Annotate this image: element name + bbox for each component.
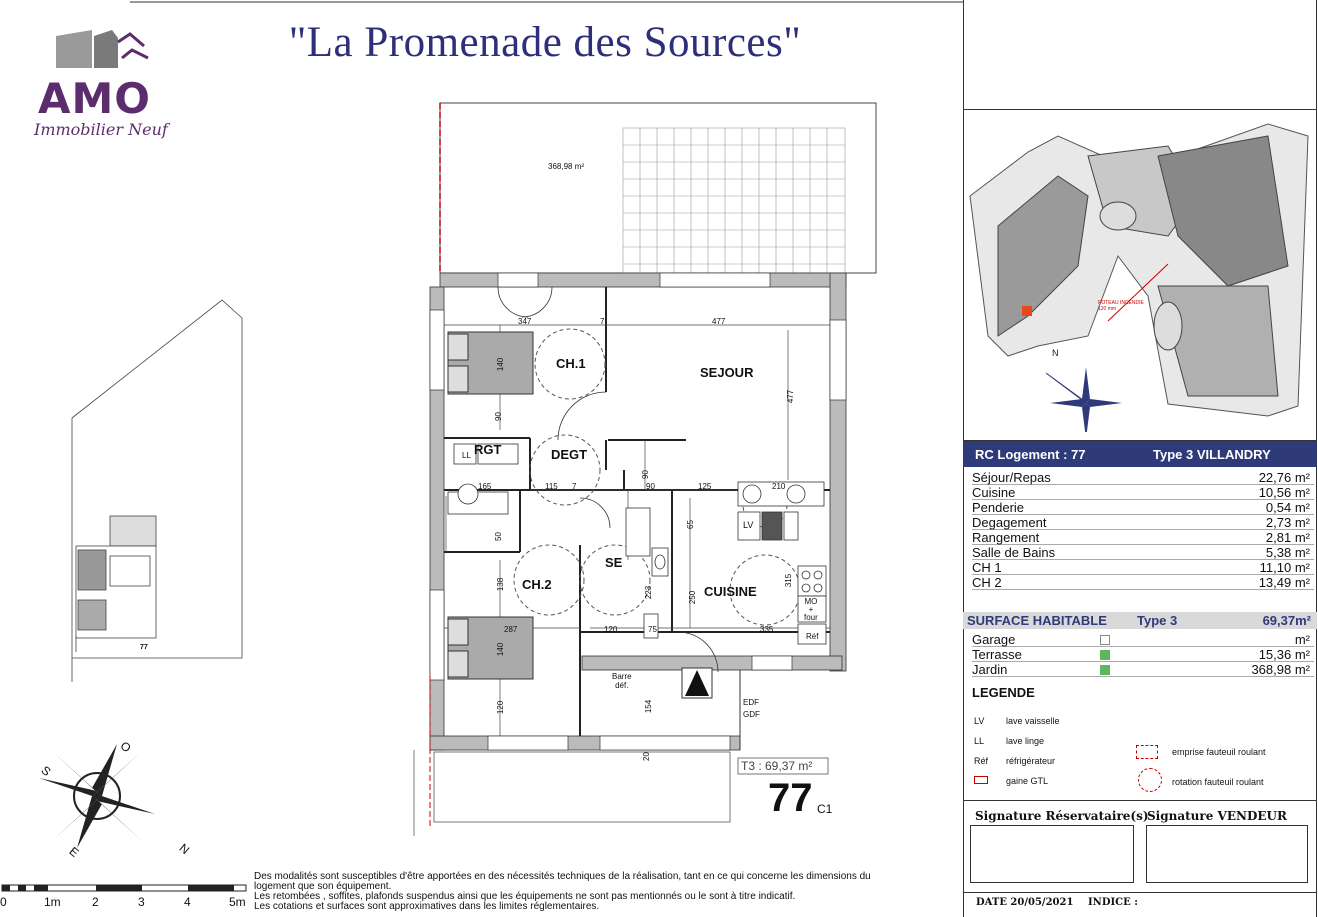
area-label: Rangement [972,530,1040,545]
signature-buyer-box[interactable] [970,825,1134,883]
room-se: SE [605,555,623,570]
scale-bar [2,885,246,891]
extra-value: m² [1294,632,1310,647]
scale-tick: 5m [229,895,246,909]
area-row [972,530,1314,545]
legend-wheelchair-rotation: rotation fauteuil roulant [1172,777,1264,787]
fixture-ll: LL [462,451,471,460]
fixture-gdf: GDF [743,710,760,719]
fixture-barre: Barre déf. [612,672,632,690]
surface-type: Type 3 [1137,613,1178,628]
compass-n: N [176,840,193,858]
disclaimer-line: Les cotations et surfaces sont approximatives dans les limites réglementaires. [254,901,600,912]
room-ch1: CH.1 [556,356,586,371]
area-value: 22,76 m² [1258,470,1310,485]
area-row [972,485,1314,500]
project-title: "La Promenade des Sources" [288,19,802,66]
terrace-swatch [1100,650,1110,660]
legend-text: gaine GTL [1006,776,1049,786]
thumbnail-lot: 77 [140,644,148,651]
fixture-edf: EDF [743,698,759,707]
site-plan [968,116,1314,432]
dim-120a: 120 [604,625,618,634]
dim-165: 165 [478,482,492,491]
lot-number: 77 [768,776,813,820]
area-row [972,500,1314,515]
wheelchair-rotation-icon [1138,768,1162,792]
area-value: 10,56 m² [1258,485,1310,500]
logo-tagline: Immobilier Neuf [34,120,168,139]
extra-label: Jardin [972,662,1008,677]
dim-50: 50 [493,532,503,541]
site-note: POTEAU INCENDIE 120 mm [1098,300,1144,312]
legend-item [974,756,1134,776]
area-value: 5,38 m² [1265,545,1310,560]
dim-90b: 90 [646,482,655,491]
legend-text: lave linge [1006,736,1045,746]
extra-row [972,662,1314,677]
dim-125: 125 [698,482,712,491]
scale-tick: 3 [138,895,145,909]
garden-area-label: 368,98 m² [548,162,585,171]
area-label: Salle de Bains [972,545,1056,560]
dim-223: 223 [644,585,654,600]
dim-75: 75 [648,625,657,634]
dim-120b: 120 [496,700,506,715]
scale-tick: 2 [92,895,99,909]
dim-347: 347 [518,317,532,326]
area-label: CH 2 [972,575,1002,590]
dim-140b: 140 [496,357,506,372]
wheelchair-circles [514,329,800,625]
compass-rose [39,744,155,848]
dim-140a: 140 [496,642,506,657]
signature-seller-label: Signature VENDEUR [1147,809,1287,823]
area-label: Cuisine [972,485,1016,500]
room-cuisine: CUISINE [704,584,757,599]
legend-text: réfrigérateur [1006,756,1056,766]
scale-tick: 1m [44,895,61,909]
area-row [972,575,1314,590]
bed-ch2 [448,617,533,679]
dim-477v: 477 [786,389,796,404]
area-label: Penderie [972,500,1025,515]
wheelchair-footprint-icon [1136,745,1158,759]
thumbnail-plan [72,300,242,682]
garden-swatch [1100,665,1110,675]
room-degt: DEGT [551,447,588,462]
area-value: 11,10 m² [1259,560,1310,575]
area-value: 0,54 m² [1265,500,1310,515]
fixture-ref: Réf [806,632,819,641]
extra-label: Garage [972,632,1016,647]
panel-top-blank [963,0,1317,110]
dim-65: 65 [685,520,695,529]
extra-value: 15,36 m² [1258,647,1310,662]
legend-code: Réf [974,756,989,766]
dim-477: 477 [712,317,726,326]
surface-header [963,612,1317,629]
lot-type: Type 3 VILLANDRY [1153,447,1271,462]
area-row [972,470,1314,485]
area-label: CH 1 [972,560,1002,575]
dim-335: 335 [760,625,774,634]
lot-rc: RC Logement : 77 [975,447,1086,462]
room-ch2: CH.2 [522,577,552,592]
room-rgt: RGT [474,442,502,457]
area-table [972,470,1314,590]
dim-115: 115 [545,482,558,491]
signature-divider [963,800,1317,801]
garage-swatch [1100,635,1110,645]
signature-seller-box[interactable] [1146,825,1308,883]
date-label: DATE 20/05/2021 [976,897,1074,908]
extra-row [972,632,1314,647]
area-value: 2,73 m² [1265,515,1310,530]
dim-210: 210 [772,482,786,491]
dim-250: 250 [688,590,698,605]
gtl-icon [974,776,988,784]
lot-suffix: C1 [817,802,833,816]
dim-154: 154 [644,699,654,714]
legend-item [974,776,1134,796]
dim-138: 138 [496,577,506,592]
indice-label: INDICE : [1088,897,1138,908]
area-row [972,515,1314,530]
compass-o: O [117,738,134,756]
scale-ticks [0,895,250,909]
site-compass-n: N [1052,348,1059,358]
area-row [972,560,1314,575]
legend-title: LEGENDE [972,685,1035,700]
area-value: 2,81 m² [1265,530,1310,545]
room-sejour: SEJOUR [700,365,754,380]
bed-ch1 [448,332,533,394]
disclaimer-line: Des modalités sont susceptibles d'être apportées en des nécessités techniques de la réalisation, tant en ce qui concerne les dimensions du [254,871,871,882]
fixture-lv: LV [743,520,754,530]
compass-s: S [38,763,54,779]
dim-7b: 7 [572,482,577,491]
area-value: 13,49 m² [1258,575,1310,590]
signature-buyer-label: Signature Réservataire(s) [975,809,1149,823]
dim-7a: 7 [600,317,605,326]
legend-item [974,736,1134,756]
area-row [972,545,1314,560]
lot-header [963,441,1317,467]
legend-list [974,716,1134,796]
disclaimer [254,872,954,912]
logo-name: AMO [38,74,152,123]
scale-tick: 4 [184,895,191,909]
area-label: Séjour/Repas [972,470,1051,485]
legend-item [974,716,1134,736]
dim-90c: 90 [640,470,650,479]
scale-tick: 0 [0,895,7,909]
compass-e: E [66,844,82,860]
extra-value: 368,98 m² [1251,662,1310,677]
bottom-divider [963,892,1317,893]
surface-label: SURFACE HABITABLE [967,613,1107,628]
legend-code: LV [974,716,985,726]
surface-value: 69,37m² [1262,613,1311,628]
disclaimer-line: Les retombées , soffites, plafonds suspendus ainsi que les équipements ne sont pas mentionnés ou le sont à titre indicatif. [254,891,796,902]
garden-area [440,103,876,273]
dim-315: 315 [784,573,794,588]
fixture-mo: MO + four [804,597,818,622]
extra-row [972,647,1314,662]
area-label: Degagement [972,515,1047,530]
dim-90a: 90 [493,412,503,421]
legend-wheelchair-footprint: emprise fauteuil roulant [1172,747,1266,757]
legend-code: LL [974,736,985,746]
surface-box: T3 : 69,37 m² [741,759,813,773]
extra-label: Terrasse [972,647,1022,662]
legend-text: lave vaisselle [1006,716,1060,726]
dim-20: 20 [641,752,651,761]
dim-287: 287 [504,625,518,634]
extras-table [972,632,1314,677]
disclaimer-line: logement que son équipement. [254,881,392,892]
